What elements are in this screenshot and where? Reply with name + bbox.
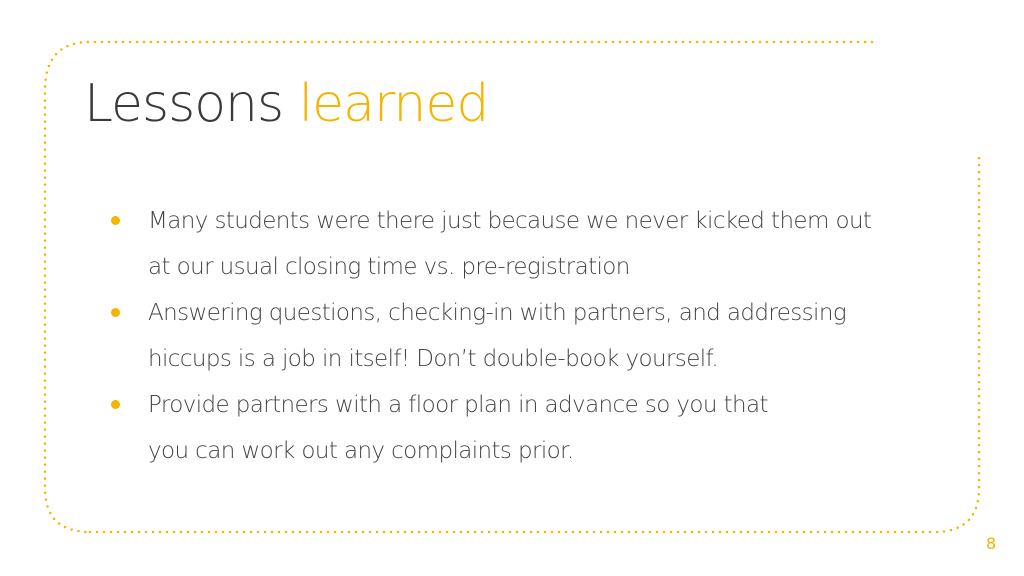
bullet-item	[108, 290, 928, 382]
bullet-item	[108, 382, 928, 474]
slide-title	[84, 72, 488, 136]
bullet-text-line: Answering questions, checking-in with partners, and addressing	[148, 300, 847, 326]
bullet-list	[108, 198, 928, 474]
bullet-text-line: Many students were there just because we never kicked them out	[148, 208, 872, 234]
bullet-text-line: Provide partners with a floor plan in advance so you that	[148, 392, 768, 418]
title-main: Lessons	[84, 74, 284, 134]
bullet-text-line: you can work out any complaints prior.	[148, 438, 574, 464]
page-number: 8	[986, 534, 997, 553]
bullet-text-line: at our usual closing time vs. pre-registration	[148, 254, 630, 280]
title-accent: learned	[298, 74, 489, 134]
bullet-text-line: hiccups is a job in itself! Don’t double-book yourself.	[148, 346, 719, 372]
bullet-dot-icon	[111, 216, 120, 225]
bullet-item	[108, 198, 928, 290]
bullet-dot-icon	[111, 400, 120, 409]
bullet-dot-icon	[111, 308, 120, 317]
